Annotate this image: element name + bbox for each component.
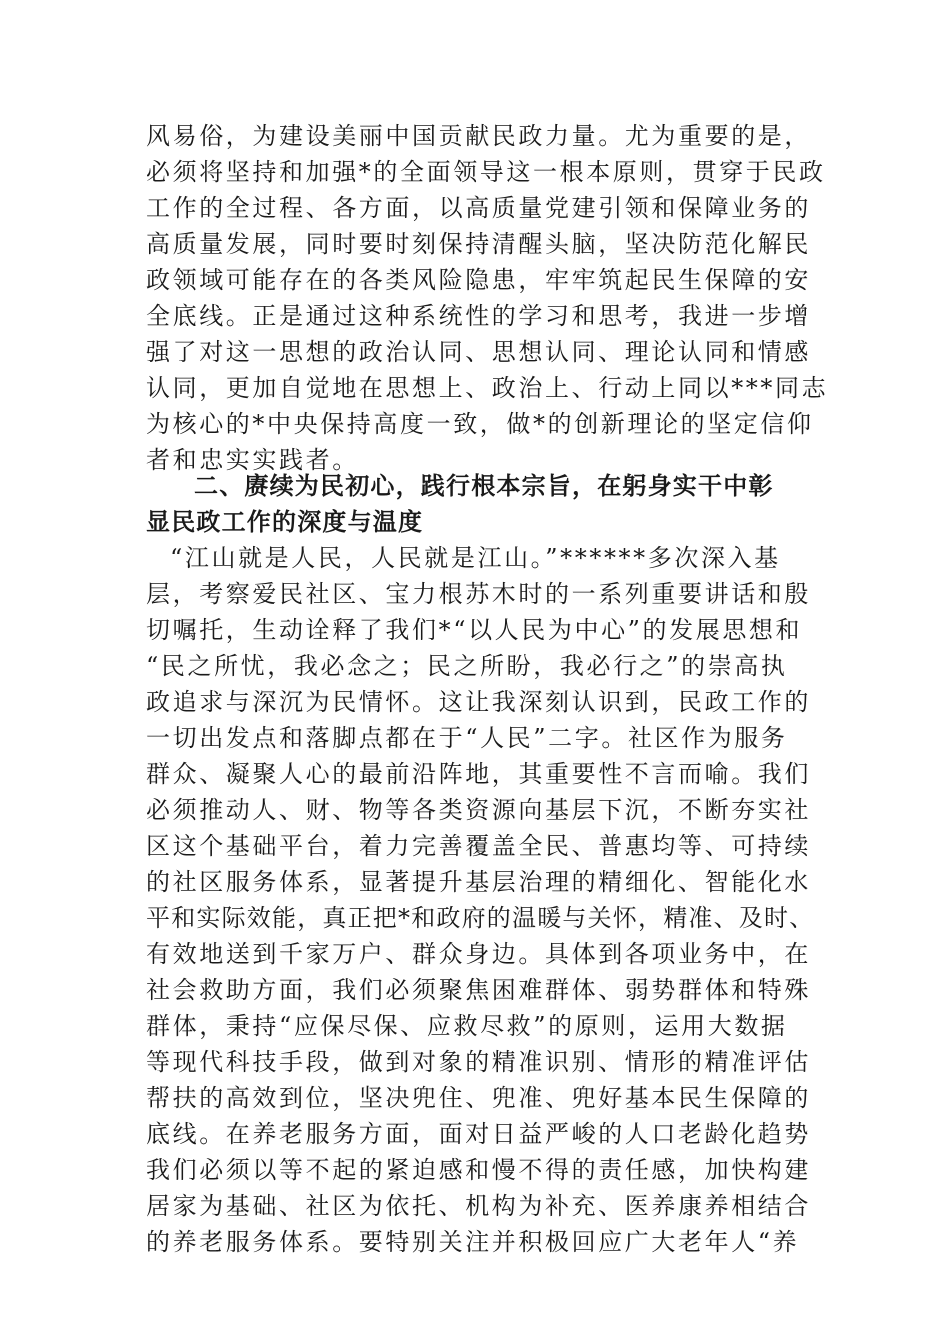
text-line-18: 必须推动人、财、物等各类资源向基层下沉，不断夯实社 <box>146 796 811 824</box>
text-line-12: 层，考察爱民社区、宝力根苏木时的一系列重要讲话和殷 <box>146 580 811 608</box>
text-line-19: 区这个基础平台，着力完善覆盖全民、普惠均等、可持续 <box>146 832 811 860</box>
text-line-10: 者和忠实实践者。 <box>146 446 359 474</box>
text-line-6: 全底线。正是通过这种系统性的学习和思考，我进一步增 <box>146 302 811 330</box>
text-line-2: 必须将坚持和加强*的全面领导这一根本原则，贯穿于民政 <box>146 158 826 186</box>
text-line-24: 群体，秉持“应保尽保、应救尽救”的原则，运用大数据 <box>146 1012 788 1040</box>
section-heading-line-2: 显民政工作的深度与温度 <box>146 508 424 536</box>
text-line-30: 的养老服务体系。要特别关注并积极回应广大老年人“养 <box>146 1228 800 1256</box>
text-line-9: 为核心的*中央保持高度一致，做*的创新理论的坚定信仰 <box>146 410 814 438</box>
text-line-20: 的社区服务体系，显著提升基层治理的精细化、智能化水 <box>146 868 811 896</box>
text-line-28: 我们必须以等不起的紧迫感和慢不得的责任感，加快构建 <box>146 1156 811 1184</box>
text-line-13: 切嘱托，生动诠释了我们*“以人民为中心”的发展思想和 <box>146 616 803 644</box>
text-line-21: 平和实际效能，真正把*和政府的温暖与关怀，精准、及时、 <box>146 904 815 932</box>
text-line-1: 风易俗，为建设美丽中国贡献民政力量。尤为重要的是， <box>146 122 811 150</box>
text-line-11: “江山就是人民，人民就是江山。”******多次深入基 <box>170 544 781 572</box>
section-heading-line-1: 二、赓续为民初心，践行根本宗旨，在躬身实干中彰 <box>194 472 774 500</box>
text-line-3: 工作的全过程、各方面，以高质量党建引领和保障业务的 <box>146 194 811 222</box>
text-line-26: 帮扶的高效到位，坚决兜住、兜准、兜好基本民生保障的 <box>146 1084 811 1112</box>
text-line-15: 政追求与深沉为民情怀。这让我深刻认识到，民政工作的 <box>146 688 811 716</box>
text-line-25: 等现代科技手段，做到对象的精准识别、情形的精准评估 <box>146 1048 811 1076</box>
text-line-23: 社会救助方面，我们必须聚焦困难群体、弱势群体和特殊 <box>146 976 811 1004</box>
text-line-17: 群众、凝聚人心的最前沿阵地，其重要性不言而喻。我们 <box>146 760 811 788</box>
text-line-14: “民之所忧，我必念之；民之所盼，我必行之”的崇高执 <box>146 652 788 680</box>
text-line-22: 有效地送到千家万户、群众身边。具体到各项业务中，在 <box>146 940 811 968</box>
text-line-8: 认同，更加自觉地在思想上、政治上、行动上同以***同志 <box>146 374 829 402</box>
text-line-29: 居家为基础、社区为依托、机构为补充、医养康养相结合 <box>146 1192 811 1220</box>
text-line-4: 高质量发展，同时要时刻保持清醒头脑，坚决防范化解民 <box>146 230 811 258</box>
text-line-5: 政领域可能存在的各类风险隐患，牢牢筑起民生保障的安 <box>146 266 811 294</box>
text-line-27: 底线。在养老服务方面，面对日益严峻的人口老龄化趋势 <box>146 1120 811 1148</box>
text-line-16: 一切出发点和落脚点都在于“人民”二字。社区作为服务 <box>146 724 788 752</box>
text-line-7: 强了对这一思想的政治认同、思想认同、理论认同和情感 <box>146 338 811 366</box>
